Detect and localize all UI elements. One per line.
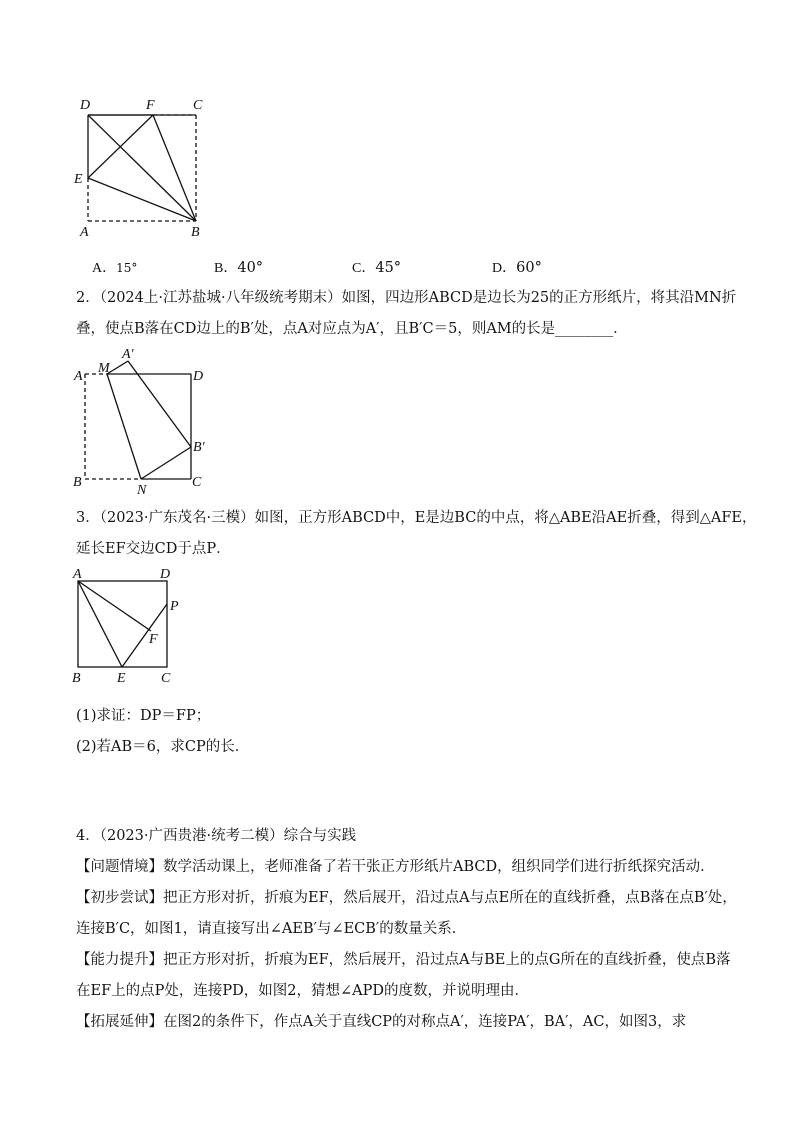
q4-line5: 【能力提升】把正方形对折，折痕为EF，然后展开，沿过点A与BE上的点G所在的直线折叠，使点B落	[76, 952, 731, 968]
q4-line3: 【初步尝试】把正方形对折，折痕为EF，然后展开，沿过点A与点E所在的直线折叠，点B落在点B′处，	[76, 890, 737, 906]
q1-label-B: B	[191, 225, 200, 240]
q1-label-F: F	[146, 98, 155, 113]
q4-line4: 连接B′C，如图1，请直接写出∠AEB′与∠ECB′的数量关系．	[76, 921, 467, 937]
q2-label-M: M	[98, 361, 110, 376]
q3-line1: 3．（2023·广东茂名·三模）如图，正方形ABCD中，E是边BC的中点，将△ABE沿AE折叠，得到△AFE，	[76, 510, 757, 526]
q2-line2: 叠，使点B落在CD边上的B′处，点A对应点为A′，且B′C＝5，则AM的长是________．	[76, 321, 628, 337]
q3-sub1: (1)求证：DP＝FP；	[76, 708, 211, 724]
q3-label-E: E	[117, 671, 126, 686]
q1-label-C: C	[193, 98, 203, 113]
q1-option-c: C．45°	[352, 260, 402, 276]
q3-sub2: (2)若AB＝6，求CP的长．	[76, 739, 250, 755]
q3-label-F: F	[149, 632, 158, 647]
q3-label-A: A	[73, 567, 82, 582]
q1-option-d: D．60°	[492, 260, 542, 276]
q3-line2: 延长EF交边CD于点P．	[76, 541, 231, 557]
q1-option-a: A．15°	[92, 261, 138, 276]
q2-label-N: N	[137, 483, 147, 498]
q2-label-B-prime: B′	[193, 440, 205, 455]
q1-label-A: A	[80, 225, 89, 240]
q3-label-P: P	[170, 599, 179, 614]
q1-option-b: B．40°	[214, 260, 264, 276]
q4-line6: 在EF上的点P处，连接PD，如图2，猜想∠APD的度数，并说明理由．	[76, 983, 530, 999]
q2-label-C: C	[192, 475, 202, 490]
q2-label-A: A	[74, 369, 83, 384]
q4-line7: 【拓展延伸】在图2的条件下，作点A关于直线CP的对称点A′，连接PA′，BA′，AC，如图3，求	[76, 1014, 687, 1030]
q1-label-D: D	[80, 98, 91, 113]
q2-label-B: B	[73, 475, 82, 490]
q3-label-D: D	[160, 567, 171, 582]
q2-line1: 2．（2024上·江苏盐城·八年级统考期末）如图，四边形ABCD是边长为25的正方形纸片，将其沿MN折	[76, 290, 737, 306]
q3-label-C: C	[161, 671, 171, 686]
q3-label-B: B	[72, 671, 81, 686]
q4-line2: 【问题情境】数学活动课上，老师准备了若干张正方形纸片ABCD，组织同学们进行折纸探究活动．	[76, 859, 715, 875]
q2-label-D: D	[193, 369, 204, 384]
q1-label-E: E	[74, 172, 83, 187]
q2-label-A-prime: A′	[122, 347, 134, 362]
q4-line1: 4．（2023·广西贵港·统考二模）综合与实践	[76, 828, 357, 844]
